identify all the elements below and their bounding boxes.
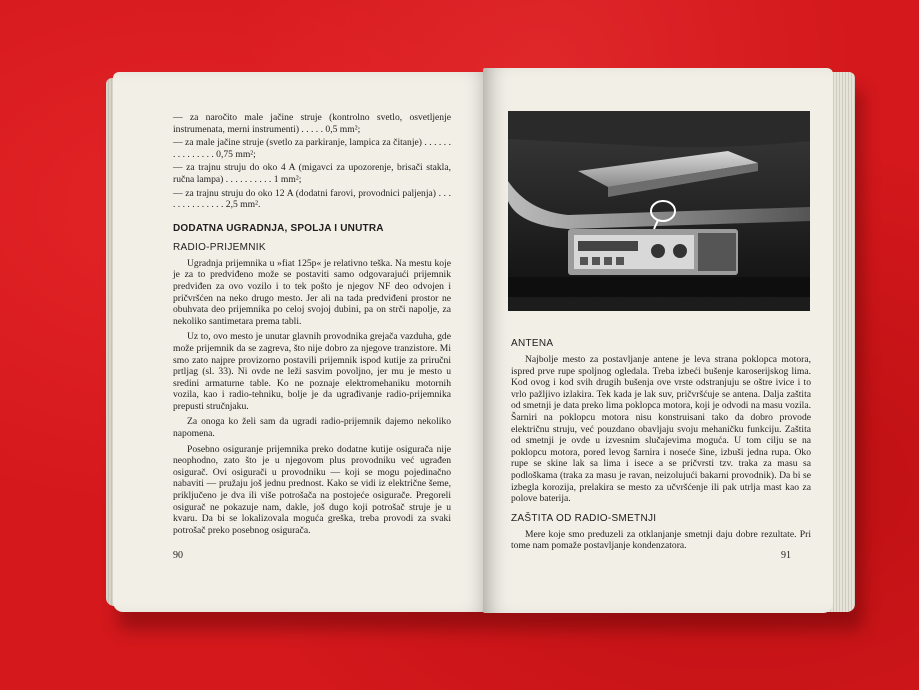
section-heading: DODATNA UGRADNJA, SPOLJA I UNUTRA [173, 222, 384, 234]
right-page-content [511, 330, 811, 556]
wire-item: — za trajnu struju do oko 4 A (migavci za upozorenje, brisači stakla, ručna lampa) . . . . . . . . . . 1 mm²; [173, 162, 451, 185]
subsection-heading: RADIO-PRIJEMNIK [173, 241, 266, 253]
paragraph: Uz to, ovo mesto je unutar glavnih provodnika grejača vazduha, gde može prijemnik da se zagreva, što nije dobro za njegove tranzistore. Mi smo zato najpre provizorno postavili prijemnik ispod kutije za priručni prtljag (sl. 33). Ni ovde ne leži sasvim povoljno, jer mu je mesto u sredini armaturne table. Ko ne poznaje elektromehaniku motornih vozila, kao i radio-tehniku, bolje je da ugrađivanje radio-prijemnika prepusti stručnjaku. [173, 331, 451, 412]
wire-item: — za male jačine struje (svetlo za parkiranje, lampica za čitanje) . . . . . . . . . . . . . . . 0,75 mm²; [173, 137, 451, 160]
left-page-content [173, 112, 451, 540]
wire-item: — za trajnu struju do oko 12 A (dodatni farovi, provodnici paljenja) . . . . . . . . . . . . . . 2,5 mm². [173, 187, 451, 211]
right-page [483, 68, 833, 613]
left-page [113, 72, 491, 612]
radio-photo-illustration [508, 111, 810, 297]
page-number: 90 [173, 550, 183, 561]
paragraph: Posebno osiguranje prijemnika preko dodatne kutije osigurača nije neophodno, zato što je u njegovom plus provodniku već ugrađen osigurač. Ovi osigurači u provodniku — koji se mogu pojedinačno nabaviti — pružaju još jednu prednost. Kako se vidi iz električne šeme, priključeno je dva ili više potrošača na postojeće osigurače. Pregoreli osigurač ne pokazuje nam, dakle, još dugo koji potrošač struje je u kvaru. Da bi se lokalizovala moguća greška, treba provodi za svaki potrošač preko posebnog osigurača. [173, 443, 451, 536]
figure-caption: Sl. 33 — Provizorno postavljen radio-prijemnik (nepriklađno smešten) [536, 299, 782, 308]
section-heading-antena: ANTENA [511, 338, 554, 349]
wire-item: — za naročito male jačine struje (kontrolno svetlo, osvetljenje instrumenata, merni instrumenti) . . . . . 0,5 mm²; [173, 112, 451, 135]
page-number: 91 [781, 550, 791, 561]
paragraph: Ugradnja prijemnika u »fiat 125p« je relativno teška. Na mestu koje je za to predviđeno može se postaviti samo odgovarajući prijemnik predviđen za ovo vozilo i to tek pošto je njegov NF deo odvojen i pričvršćen na neko drugo mesto. Jer ali na tada predviđeni prostor ne obuhvata deo prijemnika po celoj svojoj dubini, pa on strči napolje, za nekoliko santimetara prema tabli. [173, 257, 451, 327]
section-heading-zastita: ZAŠTITA OD RADIO-SMETNJI [511, 512, 657, 524]
paragraph: Za onoga ko želi sam da ugradi radio-prijemnik dajemo nekoliko napomena. [173, 416, 451, 440]
radio-photo [508, 111, 810, 311]
paragraph: Najbolje mesto za postavljanje antene je leva strana poklopca motora, ispred prve rupe spoljnog ogledala. Treba izbeći bušenje karoserijskog lima. Kod ovog i kod svih drugih bušenja ove vrste odstranjuju se oštre ivice i to vrlo pažljivo izlakira. Tek kada je lak suv, pričvršćuje se antena. Dalja zaštita od smetnji je data preko lima poklopca motora, koji je odvodi na masu vozila. Šarniri na poklopcu motora nisu konstruisani tako da dobro provode električnu struju, već pouzdano obavljaju svoju mehaničku funkciju. Zaštita od smetnji je ovde u izvesnim slučajevima moguća. U tom cilju se na poklopcu motora, pored levog šarnira i noseće šine, izbuši jedna rupa. Oko rupe se skine lak sa lima i isece a se pričvrsti tzv. traka za masu sa podloškama (traka za masu je ravan, neizolujući bakarni provodnik). Da bi se izbegla korozija, prelakira se mesto za učvršćenje ili pak utrlja mast kao za polove baterija. [511, 354, 811, 505]
paragraph: Mere koje smo preduzeli za otklanjanje smetnji daju dobre rezultate. Pri tome nam pomaže postavljanje kondenzatora. [511, 528, 811, 552]
